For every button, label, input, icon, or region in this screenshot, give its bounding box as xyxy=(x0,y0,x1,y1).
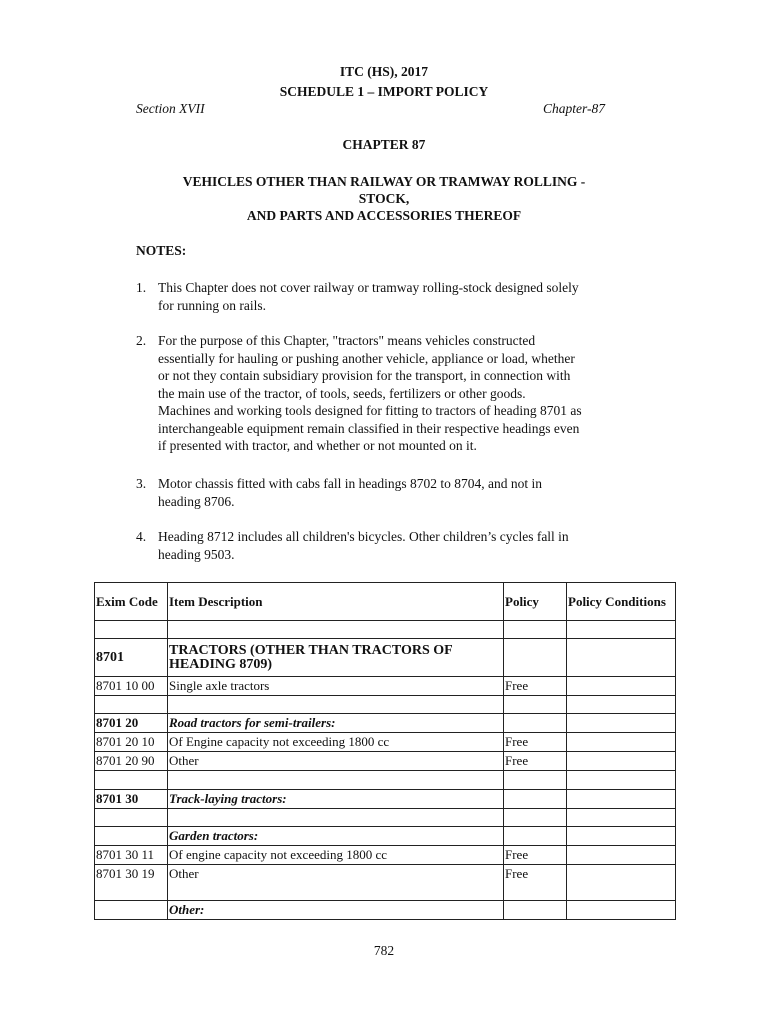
note-line: heading 8706. xyxy=(158,493,235,509)
note-number: 3. xyxy=(136,476,147,491)
note-number: 1. xyxy=(136,280,147,295)
note-3 xyxy=(136,475,632,510)
table-row xyxy=(95,696,676,714)
cell-policy xyxy=(504,827,567,846)
header-policy-conditions: Policy Conditions xyxy=(567,583,676,621)
table-row xyxy=(95,771,676,790)
cell-code xyxy=(95,827,168,846)
cell-cond xyxy=(567,846,676,865)
note-line: the main use of the tractor, of tools, seeds, fertilizers or other goods. xyxy=(158,385,526,401)
cell-desc: Other xyxy=(168,865,504,901)
note-line: Machines and working tools designed for fitting to tractors of heading 8701 as xyxy=(158,403,582,418)
cell-desc: Single axle tractors xyxy=(168,677,504,696)
note-number: 2. xyxy=(136,333,147,348)
cell-desc: Garden tractors: xyxy=(168,827,504,846)
table-row xyxy=(95,827,676,846)
cell-code xyxy=(95,696,168,714)
table-row xyxy=(95,901,676,920)
cell-policy xyxy=(504,901,567,920)
table-row xyxy=(95,752,676,771)
note-line: heading 9503. xyxy=(158,546,235,562)
chapter-title: CHAPTER 87 xyxy=(342,137,426,152)
cell-desc: Track-laying tractors: xyxy=(168,790,504,809)
cell-cond xyxy=(567,752,676,771)
cell-policy xyxy=(504,639,567,677)
note-line: for running on rails. xyxy=(158,297,266,313)
doc-header-schedule: SCHEDULE 1 – IMPORT POLICY xyxy=(279,84,489,99)
notes-heading: NOTES: xyxy=(136,243,187,258)
note-1 xyxy=(136,279,632,314)
cell-desc: Other: xyxy=(168,901,504,920)
cell-code: 8701 20 10 xyxy=(95,733,168,752)
cell-policy: Free xyxy=(504,733,567,752)
cell-desc: Of Engine capacity not exceeding 1800 cc xyxy=(168,733,504,752)
note-line: Motor chassis fitted with cabs fall in headings 8702 to 8704, and not in xyxy=(158,476,542,491)
note-4 xyxy=(136,528,632,563)
note-line: essentially for hauling or pushing another vehicle, appliance or load, whether xyxy=(158,350,575,366)
section-label: Section XVII xyxy=(136,101,205,116)
cell-cond xyxy=(567,771,676,790)
note-line: Heading 8712 includes all children's bicycles. Other children’s cycles fall in xyxy=(158,529,569,544)
table-row xyxy=(95,621,676,639)
note-2 xyxy=(136,332,632,455)
cell-policy: Free xyxy=(504,677,567,696)
doc-header-title: ITC (HS), 2017 xyxy=(339,64,429,79)
subtitle-line-3: AND PARTS AND ACCESSORIES THEREOF xyxy=(246,208,522,223)
cell-code: 8701 30 11 xyxy=(95,846,168,865)
cell-desc xyxy=(168,621,504,639)
cell-cond xyxy=(567,865,676,901)
cell-desc: Other xyxy=(168,752,504,771)
table-row xyxy=(95,846,676,865)
cell-code: 8701 10 00 xyxy=(95,677,168,696)
note-line: if presented with tractor, and whether or not mounted on it. xyxy=(158,438,477,453)
cell-code xyxy=(95,621,168,639)
table-row xyxy=(95,677,676,696)
cell-cond xyxy=(567,696,676,714)
table-row xyxy=(95,865,676,901)
cell-code: 8701 20 xyxy=(95,714,168,733)
cell-policy: Free xyxy=(504,752,567,771)
table-header-row xyxy=(95,583,676,621)
header-policy: Policy xyxy=(504,583,567,621)
cell-code xyxy=(95,901,168,920)
cell-cond xyxy=(567,677,676,696)
cell-code: 8701 20 90 xyxy=(95,752,168,771)
cell-desc xyxy=(168,771,504,790)
subtitle-line-2: STOCK, xyxy=(358,191,410,206)
cell-desc: Road tractors for semi-trailers: xyxy=(168,714,504,733)
cell-cond xyxy=(567,901,676,920)
cell-cond xyxy=(567,733,676,752)
cell-code: 8701 30 xyxy=(95,790,168,809)
cell-policy xyxy=(504,790,567,809)
note-line: interchangeable equipment remain classified in their respective headings even xyxy=(158,420,580,436)
header-exim-code: Exim Code xyxy=(95,583,168,621)
cell-desc xyxy=(168,809,504,827)
cell-cond xyxy=(567,621,676,639)
cell-policy xyxy=(504,714,567,733)
cell-code xyxy=(95,809,168,827)
page-number: 782 xyxy=(373,943,395,958)
cell-cond xyxy=(567,809,676,827)
note-line: For the purpose of this Chapter, "tractors" means vehicles constructed xyxy=(158,333,536,348)
note-line: or not they contain subsidiary provision for the transport, in connection with xyxy=(158,368,571,383)
cell-cond xyxy=(567,639,676,677)
cell-desc: TRACTORS (OTHER THAN TRACTORS OF HEADING 8709) xyxy=(168,639,504,677)
cell-cond xyxy=(567,714,676,733)
table-row xyxy=(95,809,676,827)
cell-policy: Free xyxy=(504,846,567,865)
cell-desc: Of engine capacity not exceeding 1800 cc xyxy=(168,846,504,865)
header-item-description: Item Description xyxy=(168,583,504,621)
cell-cond xyxy=(567,827,676,846)
chapter-ref-label: Chapter-87 xyxy=(543,101,605,116)
note-line: This Chapter does not cover railway or tramway rolling-stock designed solely xyxy=(158,280,579,295)
cell-code: 8701 30 19 xyxy=(95,865,168,901)
cell-desc xyxy=(168,696,504,714)
subtitle-line-1: VEHICLES OTHER THAN RAILWAY OR TRAMWAY ROLLING - xyxy=(182,174,586,189)
note-number: 4. xyxy=(136,529,147,544)
cell-policy xyxy=(504,696,567,714)
cell-code: 8701 xyxy=(95,639,168,677)
table-row xyxy=(95,733,676,752)
cell-code xyxy=(95,771,168,790)
cell-cond xyxy=(567,790,676,809)
import-policy-table xyxy=(94,582,676,920)
table-row xyxy=(95,639,676,677)
cell-policy xyxy=(504,809,567,827)
cell-policy: Free xyxy=(504,865,567,901)
table-row xyxy=(95,714,676,733)
table-row xyxy=(95,790,676,809)
cell-policy xyxy=(504,621,567,639)
cell-policy xyxy=(504,771,567,790)
